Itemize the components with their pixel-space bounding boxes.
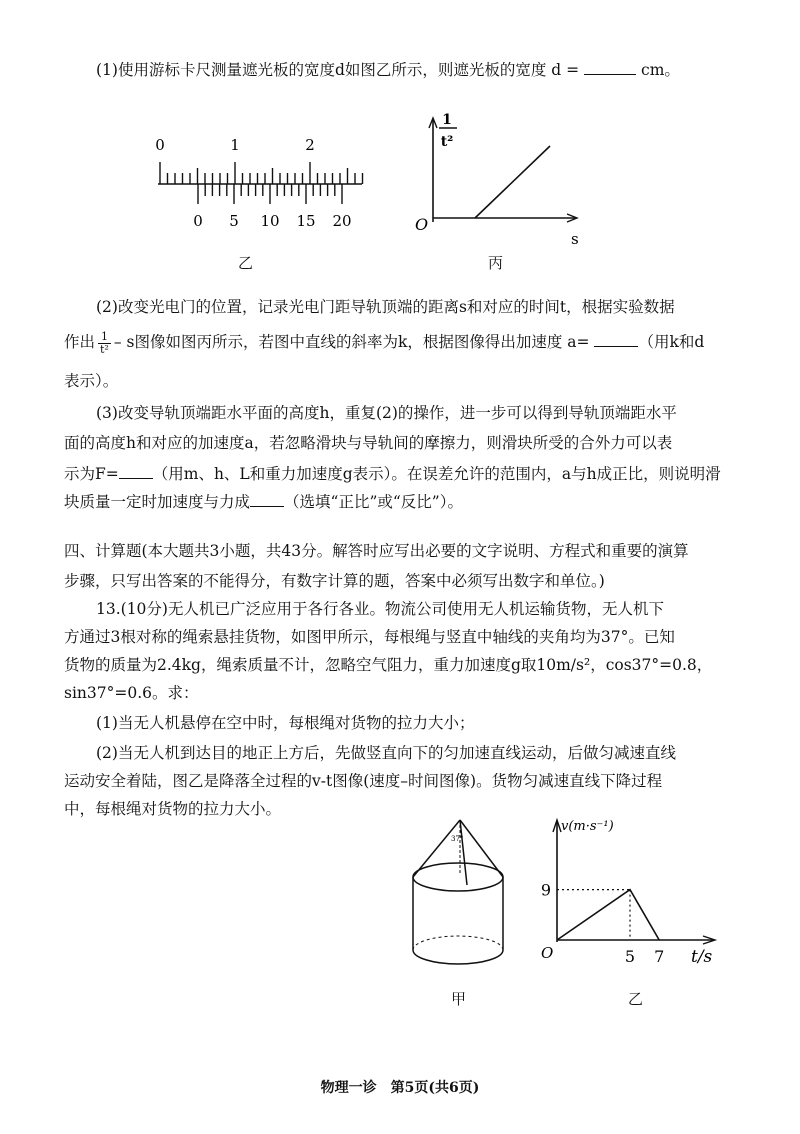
- vt-tick-5: 5: [624, 947, 636, 966]
- figure-vernier-caliper: [140, 132, 370, 232]
- vernier-label-10: 10: [260, 212, 280, 230]
- q13-line7: 运动安全着陆，图乙是降落全过程的v-t图像(速度–时间图像)。货物匀减速直线下降过程: [64, 772, 663, 790]
- main-scale: [160, 162, 363, 184]
- vernier-label-15: 15: [296, 212, 316, 230]
- vt-series-line: [557, 890, 659, 940]
- q12-part1-text: (1)使用游标卡尺测量遮光板的宽度d如图乙所示，则遮光板的宽度 d =: [96, 61, 580, 79]
- page-footer: 物理一诊 第5页(共6页): [320, 1080, 480, 1096]
- caption-bing: 丙: [488, 254, 504, 272]
- answer-blank: [594, 330, 638, 347]
- answer-blank: [250, 490, 284, 507]
- q12-part2-line1: (2)改变光电门的位置，记录光电门距导轨顶端的距离s和对应的时间t，根据实验数据: [96, 298, 675, 316]
- vt-peak-label: 9: [540, 880, 551, 900]
- vernier-scale: [198, 184, 342, 204]
- section4-heading-line2: 步骤，只写出答案的不能得分，有数字计算的题，答案中必须写出数字和单位。): [64, 572, 605, 590]
- q12-part2-prefix: 作出: [64, 333, 96, 351]
- q12-part3-line1: (3)改变导轨顶端距水平面的高度h，重复(2)的操作，进一步可以得到导轨顶端距水平: [96, 404, 677, 422]
- figure-drone-cargo: [405, 815, 515, 975]
- rope-left: [413, 820, 460, 877]
- q13-line3: 货物的质量为2.4kg，绳索质量不计，忽略空气阻力，重力加速度g取10m/s²，cos37°=0.8，: [64, 656, 713, 674]
- q12-part3-d-prefix: 块质量一定时加速度与力成: [64, 493, 251, 511]
- rope-right: [460, 820, 503, 877]
- cylinder-bottom-front: [413, 950, 503, 964]
- q12-part2-post: （用k和d: [638, 333, 705, 351]
- vernier-label-0: 0: [193, 212, 203, 230]
- vt-y-label: v(m·s⁻¹): [561, 819, 614, 834]
- main-scale-label-2: 2: [305, 136, 315, 154]
- x-axis-label: s: [571, 230, 579, 248]
- vt-x-label: t/s: [691, 947, 713, 967]
- q12-part3-line4: [64, 490, 463, 513]
- caption-vt: 乙: [628, 990, 644, 1008]
- q12-part2-line3: 表示）。: [64, 372, 119, 390]
- q13-line8: 中，每根绳对货物的拉力大小。: [64, 800, 282, 818]
- q13-line4: sin37°=0.6。求：: [64, 684, 199, 702]
- q13-line2: 方通过3根对称的绳索悬挂货物，如图甲所示，每根绳与竖直中轴线的夹角均为37°。已知: [64, 628, 675, 646]
- answer-blank: [584, 58, 636, 75]
- y-axis-label-den: t²: [440, 134, 454, 150]
- y-axis-label-num: 1: [442, 112, 452, 128]
- q12-part3-post: （用m、h、L和重力加速度g表示）。在误差允许的范围内，a与h成正比，则说明滑: [152, 465, 721, 483]
- vt-origin: O: [541, 944, 554, 962]
- main-scale-label-0: 0: [155, 136, 165, 154]
- origin-label: O: [415, 215, 429, 234]
- q12-part1-unit: cm。: [641, 61, 680, 79]
- caption-jia: 甲: [451, 990, 467, 1008]
- graph-line: [475, 146, 550, 218]
- q12-part2-line2: [64, 330, 704, 356]
- q13-line6: (2)当无人机到达目的地正上方后，先做竖直向下的匀加速直线运动，后做匀减速直线: [96, 744, 676, 762]
- fraction-1-over-t2: $\frac{1}{\text{t²}}$: [100, 329, 109, 356]
- q13-line5: (1)当无人机悬停在空中时，每根绳对货物的拉力大小；: [96, 714, 475, 732]
- q12-part3-prefix: 示为F=: [64, 465, 119, 483]
- q12-part1: [96, 58, 680, 81]
- angle-label: 37°: [451, 835, 464, 843]
- q12-part3-line2: 面的高度h和对应的加速度a，若忽略滑块与导轨间的摩擦力，则滑块所受的合外力可以表: [64, 434, 673, 452]
- section4-heading-line1: 四、计算题(本大题共3小题，共43分。解答时应写出必要的文字说明、方程式和重要的演算: [64, 542, 689, 560]
- answer-blank: [119, 462, 153, 479]
- q13-line1: 13.(10分)无人机已广泛应用于各行各业。物流公司使用无人机运输货物，无人机下: [96, 600, 664, 618]
- cylinder-bottom-back: [413, 936, 503, 950]
- caption-yi: 乙: [238, 254, 254, 272]
- figure-vt-chart: [535, 812, 735, 977]
- q12-part2-mid: – s图像如图丙所示，若图中直线的斜率为k，根据图像得出加速度 a=: [113, 333, 590, 351]
- vernier-label-5: 5: [229, 212, 239, 230]
- rope-center: [460, 820, 467, 885]
- q12-part3-line3: [64, 462, 721, 485]
- vernier-label-20: 20: [332, 212, 352, 230]
- figure-inverse-t2-vs-s: [405, 110, 595, 250]
- vt-tick-7: 7: [654, 947, 665, 966]
- q12-part3-d-post: （选填“正比”或“反比”）。: [284, 493, 463, 511]
- main-scale-label-1: 1: [230, 136, 240, 154]
- cylinder-top: [413, 863, 503, 891]
